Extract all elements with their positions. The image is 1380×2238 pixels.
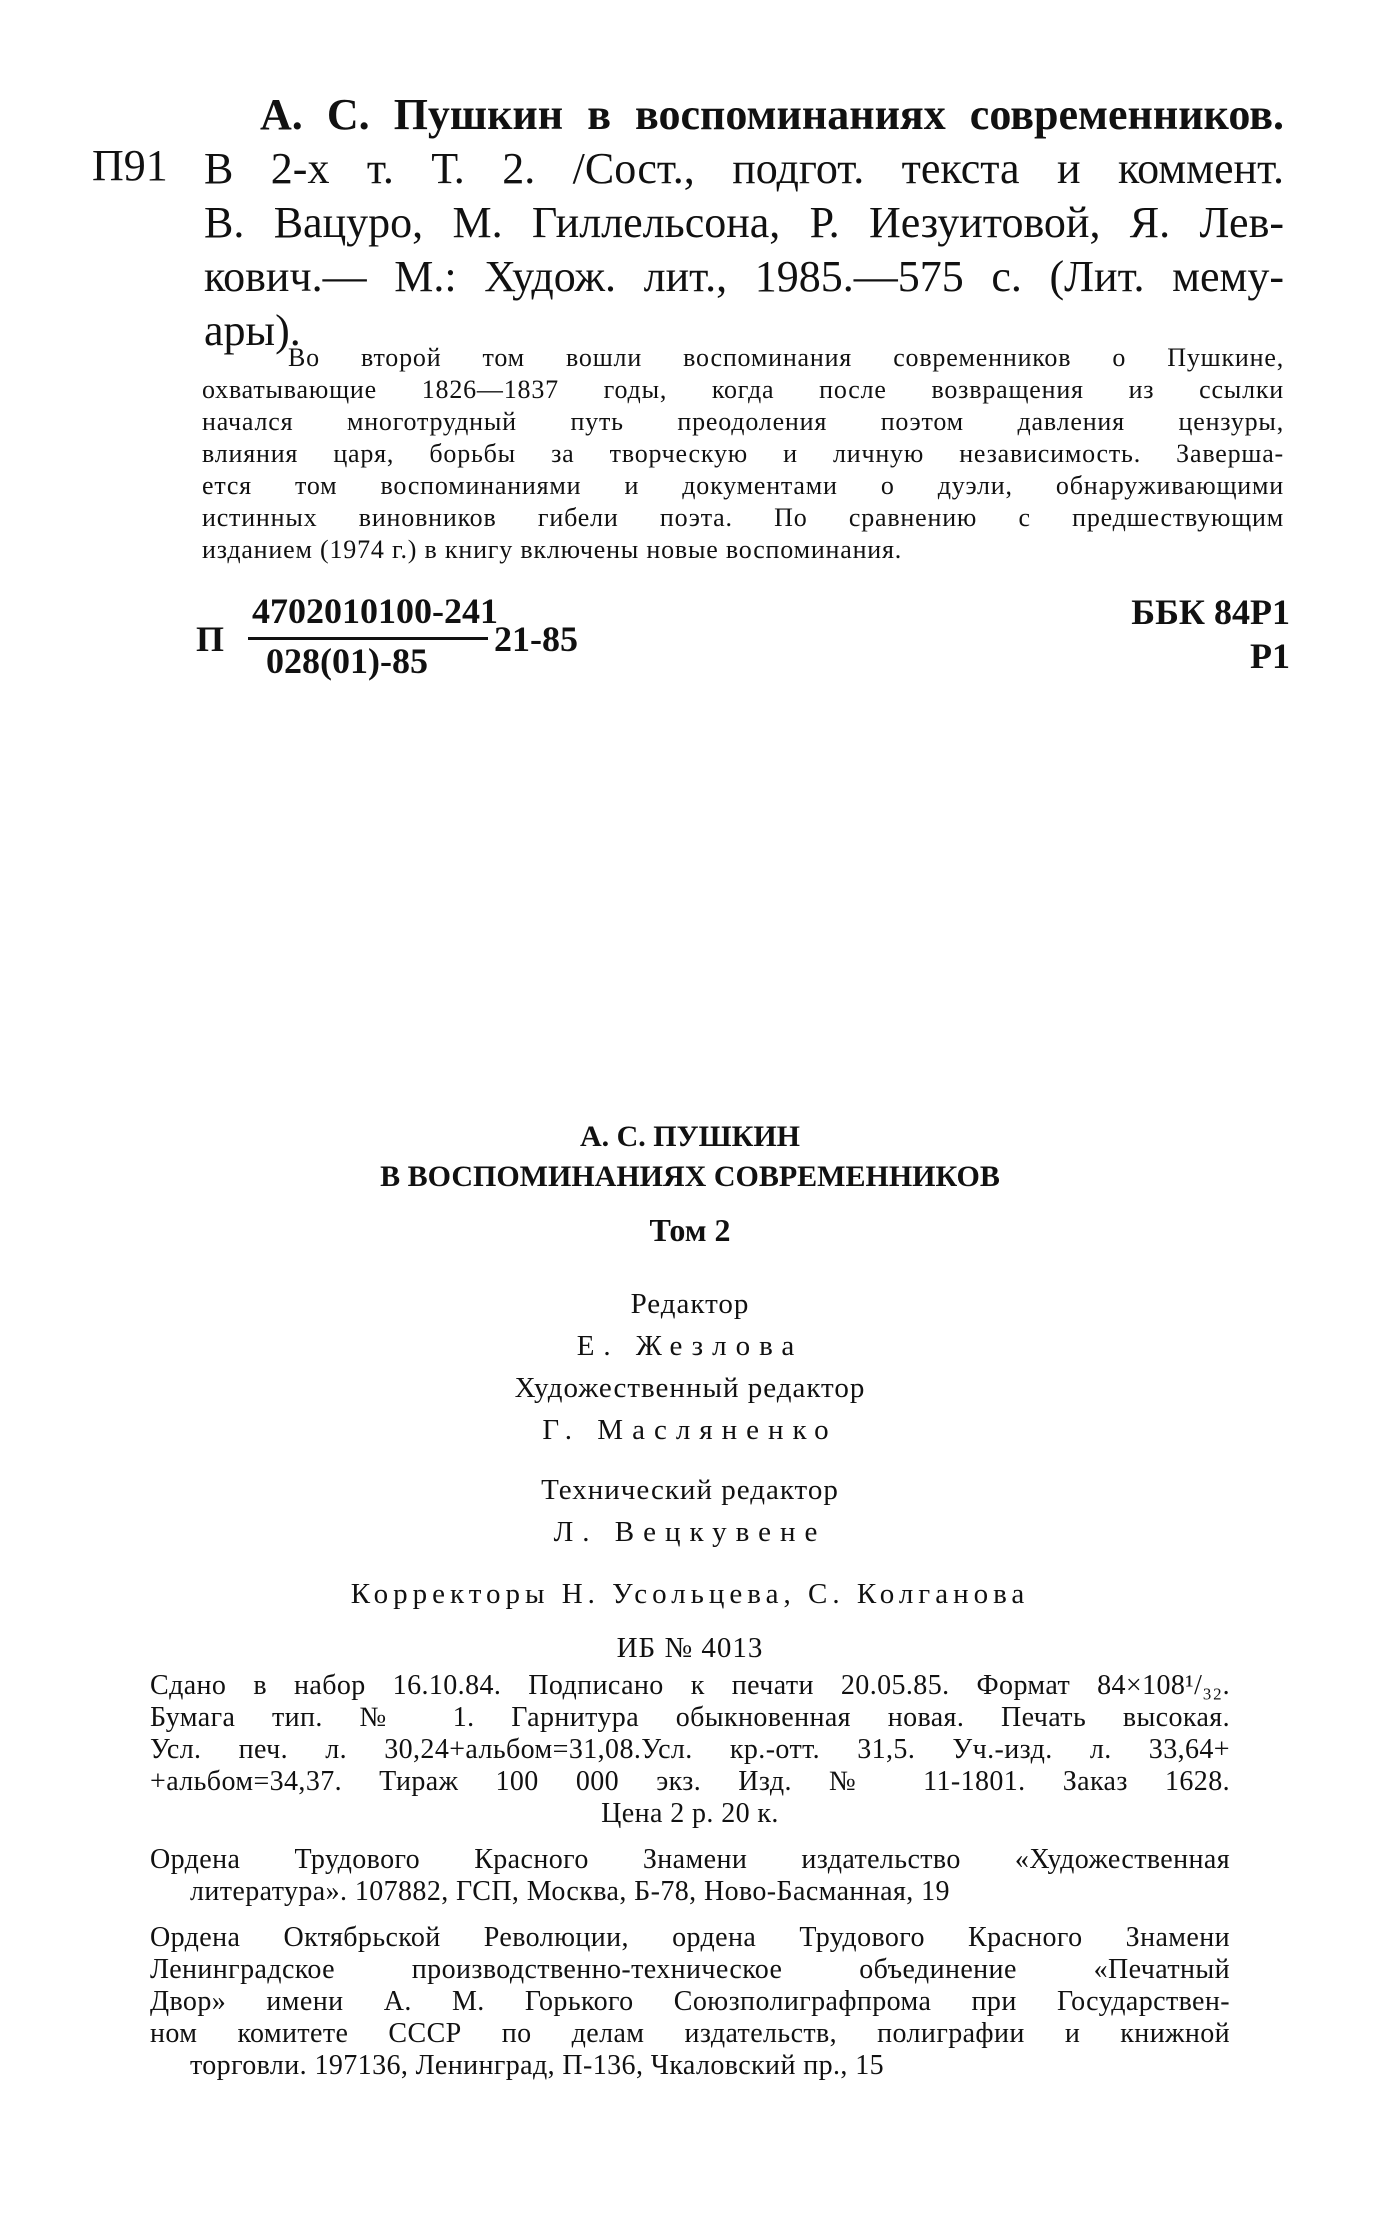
- annotation-line: Во второй том вошли воспоминания современников о Пушкине,: [288, 343, 1284, 372]
- card-line: В. Вацуро, М. Гиллельсона, Р. Иезуитовой, Я. Лев-: [204, 198, 1284, 247]
- publisher-line: литература». 107882, ГСП, Москва, Б-78, Ново-Басманная, 19: [190, 1876, 950, 1907]
- index-denominator: 028(01)-85: [266, 641, 428, 681]
- printer-line: торговли. 197136, Ленинград, П-136, Чкаловский пр., 15: [190, 2050, 885, 2081]
- imprint-tech-line: Сдано в набор 16.10.84. Подписано к печати 20.05.85. Формат 84×108¹/₃₂.: [150, 1670, 1230, 1701]
- bbk-line-2: Р1: [1250, 636, 1290, 676]
- imprint: [150, 1670, 1230, 2082]
- annotation: [202, 342, 1284, 566]
- index-prefix: П: [196, 619, 225, 659]
- imprint-tech-line: +альбом=34,37. Тираж 100 000 экз. Изд. № 11-1801. Заказ 1628.: [150, 1766, 1230, 1797]
- bbk-code: [1131, 590, 1290, 678]
- publisher-line: Ордена Трудового Красного Знамени издательство «Художественная: [150, 1844, 1230, 1875]
- printer-line: Двор» имени А. М. Горького Союзполиграфпрома при Государствен-: [150, 1986, 1230, 2017]
- annotation-line: изданием (1974 г.) в книгу включены новые воспоминания.: [202, 535, 903, 564]
- imprint-tech-line: Бумага тип. № 1. Гарнитура обыкновенная новая. Печать высокая.: [150, 1702, 1230, 1733]
- bbk-line-1: ББК 84Р1: [1131, 592, 1290, 632]
- art-editor-label: Художественный редактор: [514, 1372, 866, 1404]
- annotation-line: начался многотрудный путь преодоления поэтом давления цензуры,: [202, 407, 1284, 436]
- annotation-line: ется том воспоминаниями и документами о дуэли, обнаруживающими: [202, 471, 1284, 500]
- colophon-title-author: А. С. ПУШКИН: [579, 1120, 801, 1153]
- correctors: Корректоры Н. Усольцева, С. Колганова: [350, 1578, 1030, 1610]
- tech-editor-label: Технический редактор: [541, 1474, 839, 1506]
- annotation-line: истинных виновников гибели поэта. По сравнению с предшествующим: [202, 503, 1284, 532]
- printer-line: Ордена Октябрьской Революции, ордена Трудового Красного Знамени: [150, 1922, 1230, 1953]
- card-line: ары).: [204, 306, 301, 355]
- catalogue-card: [204, 88, 1284, 358]
- udc-code: П91: [92, 141, 168, 190]
- annotation-line: влияния царя, борьбы за творческую и личную независимость. Заверша-: [202, 439, 1284, 468]
- art-editor-name: Г. Масляненко: [542, 1414, 838, 1446]
- index-numerator: 4702010100-241: [252, 591, 498, 631]
- price: Цена 2 р. 20 к.: [601, 1798, 779, 1829]
- card-title-line: А. С. Пушкин в воспоминаниях современников.: [260, 90, 1284, 139]
- ib-number: ИБ № 4013: [616, 1632, 764, 1664]
- card-line: кович.— М.: Худож. лит., 1985.—575 с. (Лит. мему-: [204, 252, 1284, 301]
- editor-name: Е. Жезлова: [576, 1330, 804, 1362]
- imprint-tech-line: Усл. печ. л. 30,24+альбом=31,08.Усл. кр.-отт. 31,5. Уч.-изд. л. 33,64+: [150, 1734, 1230, 1765]
- colophon-volume: Том 2: [649, 1212, 731, 1248]
- card-line: В 2-х т. Т. 2. /Сост., подгот. текста и коммент.: [204, 144, 1284, 193]
- tech-editor-name: Л. Вецкувене: [553, 1516, 827, 1548]
- index-suffix: 21-85: [494, 619, 578, 659]
- printer-line: ном комитете СССР по делам издательств, полиграфии и книжной: [150, 2018, 1230, 2049]
- annotation-line: охватывающие 1826—1837 годы, когда после возвращения из ссылки: [202, 375, 1284, 404]
- editor-label: Редактор: [630, 1288, 750, 1320]
- printer-line: Ленинградское производственно-техническое объединение «Печатный: [150, 1954, 1230, 1985]
- colophon-title: В ВОСПОМИНАНИЯХ СОВРЕМЕННИКОВ: [380, 1160, 1000, 1193]
